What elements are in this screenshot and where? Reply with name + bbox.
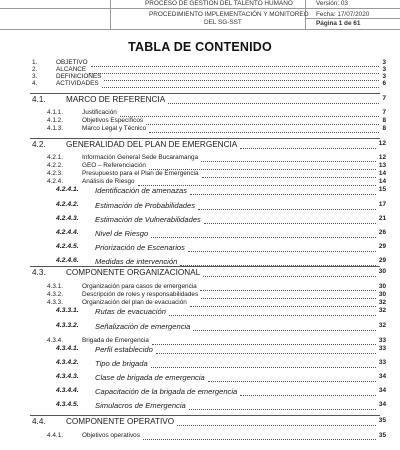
toc-entry-number: 4.1. — [32, 95, 46, 104]
toc-entry-number: 3. — [32, 73, 38, 80]
toc-entry-number: 4.3.4.2. — [56, 359, 79, 366]
toc-entry-label: Marco Legal y Técnico — [82, 125, 147, 132]
toc-entry-page: 7 — [382, 109, 386, 116]
toc-entry-label: COMPONENTE OPERATIVO — [66, 417, 175, 426]
dot-leader — [143, 433, 376, 440]
toc-entry[interactable] — [0, 402, 400, 412]
toc-entry-page: 3 — [382, 66, 386, 73]
toc-entry-label: Simulacros de Emergencia — [95, 401, 186, 410]
toc-entry-page: 32 — [378, 322, 386, 329]
toc-entry[interactable] — [0, 230, 400, 240]
toc-entry-number: 4.3.3.1. — [56, 307, 79, 314]
toc-entry-number: 4.2.4.3. — [56, 215, 79, 222]
toc-entry-page: 8 — [382, 117, 386, 124]
toc-entry-number: 4. — [32, 80, 38, 87]
toc-entry-page: 33 — [378, 359, 386, 366]
dot-leader — [189, 402, 376, 410]
toc-entry-number: 4.2.4. — [47, 178, 63, 185]
dot-leader — [202, 171, 376, 178]
toc-entry-label: Medidas de intervención — [95, 257, 178, 266]
toc-entry-number: 4.3.4.4. — [56, 387, 79, 394]
toc-entry-number: 4.2.4.2. — [56, 201, 79, 208]
toc-entry-label: Nivel de Riesgo — [95, 229, 149, 238]
toc-entry-page: 21 — [378, 215, 386, 222]
toc-entry-number: 4.3.4. — [47, 337, 63, 344]
dot-leader — [151, 360, 376, 368]
dot-leader — [203, 269, 376, 277]
procedure-title-line2: DEL SG-SST — [204, 19, 242, 26]
toc-entry-label: Perfil establecido — [95, 345, 153, 354]
toc-entry-number: 4.2.4.1. — [56, 186, 79, 193]
toc-entry-page: 14 — [378, 170, 386, 177]
toc-entry-label: Descripción de roles y responsabilidades — [82, 291, 199, 298]
dot-leader — [204, 216, 376, 224]
toc-entry-page: 3 — [382, 73, 386, 80]
dot-leader — [168, 96, 379, 104]
toc-entry-number: 4.3.2. — [47, 291, 63, 298]
dot-leader — [193, 323, 376, 331]
toc-entry-page: 35 — [378, 432, 386, 439]
toc-entry-page: 12 — [378, 154, 386, 161]
toc-entry-label: Justificación — [82, 109, 117, 116]
dot-leader — [208, 374, 376, 382]
toc-entry[interactable] — [0, 388, 400, 398]
toc-entry-label: MARCO DE REFERENCIA — [66, 95, 166, 104]
section-rule — [30, 415, 380, 416]
toc-entry-number: 4.4.1. — [47, 432, 63, 439]
toc-entry-number: 4.3.3. — [47, 299, 63, 306]
toc-entry-label: ALCANCE — [56, 66, 87, 73]
toc-entry-number: 4.2. — [32, 140, 46, 149]
toc-entry-number: 4.3.4.1. — [56, 345, 79, 352]
toc-entry[interactable] — [0, 244, 400, 254]
toc-entry-page: 26 — [378, 229, 386, 236]
toc-entry-label: GEO – Referenciación — [82, 162, 146, 169]
dot-leader — [151, 230, 376, 238]
dot-leader — [200, 284, 376, 291]
dot-leader — [240, 141, 376, 149]
dot-leader — [89, 67, 379, 74]
toc-entry-page: 33 — [378, 345, 386, 352]
toc-entry[interactable] — [0, 418, 400, 428]
dot-leader — [91, 60, 379, 67]
toc-entry-label: OBJETIVO — [56, 59, 88, 66]
toc-entry-number: 4.3.1. — [47, 283, 63, 290]
dot-leader — [180, 258, 376, 266]
toc-entry-page: 12 — [378, 140, 386, 147]
dot-leader — [120, 110, 379, 117]
page-label: Página 1 de 61 — [316, 20, 361, 27]
dot-leader — [104, 74, 379, 81]
toc-entry-page: 33 — [378, 337, 386, 344]
toc-entry[interactable] — [0, 141, 400, 151]
toc-entry[interactable] — [0, 96, 400, 106]
toc-entry-label: Identificación de amenazas — [95, 186, 188, 195]
toc-entry-label: DEFINICIONES — [56, 73, 102, 80]
toc-entry-label: Rutas de evacuación — [95, 307, 166, 316]
toc-entry-page: 35 — [378, 417, 386, 424]
dot-leader — [169, 308, 376, 316]
toc-entry-label: Objetivos Específicos — [82, 117, 144, 124]
toc-entry-number: 4.2.4.5. — [56, 243, 79, 250]
toc-entry-page: 7 — [382, 95, 386, 102]
toc-entry[interactable] — [0, 346, 400, 356]
toc-entry-label: Señalización de emergencia — [95, 322, 191, 331]
toc-entry-label: Organización para casos de emergencia — [82, 283, 197, 290]
toc-entry-label: Información General Sede Bucaramanga — [82, 154, 199, 161]
toc-entry-page: 34 — [378, 401, 386, 408]
toc-entry-label: COMPONENTE ORGANIZACIONAL — [66, 268, 201, 277]
toc-entry-page: 30 — [378, 268, 386, 275]
process-title: PROCESO DE GESTIÓN DEL TALENTO HUMANO — [145, 0, 293, 7]
toc-entry[interactable] — [0, 374, 400, 384]
toc-entry-page: 32 — [378, 299, 386, 306]
date-label: Fecha: 17/07/2020 — [316, 11, 370, 18]
toc-entry[interactable] — [0, 216, 400, 226]
toc-entry-label: Tipo de brigada — [95, 359, 148, 368]
dot-leader — [198, 202, 376, 210]
toc-entry-page: 6 — [382, 80, 386, 87]
dot-leader — [190, 187, 376, 195]
toc-entry-number: 4.2.1. — [47, 154, 63, 161]
toc-entry-number: 4.3. — [32, 268, 46, 277]
toc-entry-page: 29 — [378, 243, 386, 250]
toc-entry-number: 4.2.4.6. — [56, 257, 79, 264]
toc-entry-number: 4.2.4.4. — [56, 229, 79, 236]
toc-entry[interactable] — [0, 360, 400, 370]
toc-entry-page: 14 — [378, 178, 386, 185]
toc-entry-number: 4.1.1. — [47, 109, 63, 116]
toc-entry-page: 13 — [378, 162, 386, 169]
toc-entry-label: Capacitación de la brigada de emergencia — [95, 387, 238, 396]
toc-entry-label: ACTIVIDADES — [56, 80, 99, 87]
toc-entry-page: 17 — [378, 201, 386, 208]
toc-entry-number: 4.1.2. — [47, 117, 63, 124]
toc-entry-number: 4.1.3. — [47, 125, 63, 132]
toc-title: TABLA DE CONTENIDO — [128, 40, 272, 54]
toc-entry-label: Análisis de Riesgo — [82, 178, 135, 185]
dot-leader — [188, 244, 376, 252]
toc-entry[interactable] — [0, 269, 400, 279]
toc-entry-label: Presupuesto para el Plan de Emergencia — [82, 170, 199, 177]
toc-entry-label: Objetivos operativos — [82, 432, 140, 439]
toc-entry-number: 2. — [32, 66, 38, 73]
toc-entry-page: 34 — [378, 373, 386, 380]
toc-entry-page: 3 — [382, 59, 386, 66]
toc-entry-number: 4.2.3. — [47, 170, 63, 177]
toc-entry[interactable] — [0, 126, 400, 136]
toc-entry-label: Organización del plan de evacuación — [82, 299, 187, 306]
section-rule — [30, 93, 380, 94]
toc-entry-page: 29 — [378, 257, 386, 264]
toc-entry-page: 32 — [378, 307, 386, 314]
section-rule — [30, 138, 380, 139]
toc-entry-page: 15 — [378, 186, 386, 193]
toc-entry-number: 1. — [32, 59, 38, 66]
toc-entry-label: Estimación de Probabilidades — [95, 201, 196, 210]
dot-leader — [201, 292, 376, 299]
toc-entry-label: Brigada de Emergencia — [82, 337, 149, 344]
toc-entry-number: 4.2.2. — [47, 162, 63, 169]
dot-leader — [146, 118, 379, 125]
dot-leader — [152, 338, 376, 345]
toc-entry-page: 8 — [382, 125, 386, 132]
toc-entry[interactable] — [0, 308, 400, 318]
toc-entry[interactable] — [0, 433, 400, 443]
toc-entry-number: 4.3.4.3. — [56, 373, 79, 380]
dot-leader — [138, 179, 376, 186]
dot-leader — [156, 346, 376, 354]
toc-entry-label: Estimación de Vulnerabilidades — [95, 215, 201, 224]
toc-entry[interactable] — [0, 81, 400, 91]
toc-entry-page: 34 — [378, 387, 386, 394]
toc-entry[interactable] — [0, 202, 400, 212]
dot-leader — [149, 126, 379, 133]
section-rule — [30, 266, 380, 267]
toc-entry-page: 30 — [378, 283, 386, 290]
toc-entry-label: Priorización de Escenarios — [95, 243, 185, 252]
toc-entry[interactable] — [0, 323, 400, 333]
dot-leader — [177, 418, 376, 426]
toc-entry-number: 4.4. — [32, 417, 46, 426]
dot-leader — [190, 300, 376, 307]
procedure-title-line1: PROCEDIMIENTO IMPLEMENTACIÓN Y MONITOREO — [149, 11, 309, 18]
toc-entry-number: 4.3.3.2. — [56, 322, 79, 329]
toc-entry-label: GENERALIDAD DEL PLAN DE EMERGENCIA — [66, 140, 238, 149]
toc-entry[interactable] — [0, 187, 400, 197]
dot-leader — [102, 81, 379, 88]
dot-leader — [149, 163, 376, 170]
dot-leader — [201, 155, 376, 162]
toc-entry-label: Clase de brigada de emergencia — [95, 373, 205, 382]
version-label: Versión: 03 — [316, 0, 348, 7]
toc-entry-number: 4.3.4.5. — [56, 401, 79, 408]
dot-leader — [240, 388, 376, 396]
toc-entry-page: 30 — [378, 291, 386, 298]
